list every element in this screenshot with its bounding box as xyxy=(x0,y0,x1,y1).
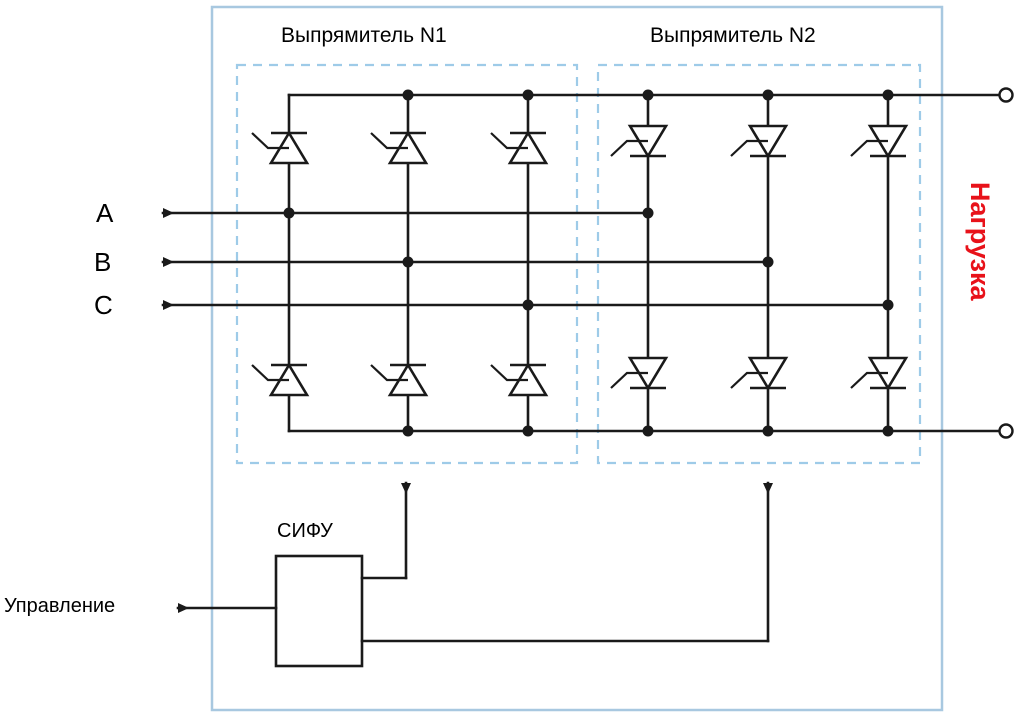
sifu-label: СИФУ xyxy=(277,520,333,542)
thyristor-g1-t6 xyxy=(491,365,546,395)
sifu-block xyxy=(276,556,362,666)
thyristor-g1-t4 xyxy=(252,365,307,395)
output-terminal-positive xyxy=(1000,89,1013,102)
phase-label-a: A xyxy=(96,198,114,228)
thyristor-g1-t2 xyxy=(371,133,426,163)
thyristor-g1-t3 xyxy=(491,133,546,163)
output-terminal-negative xyxy=(1000,425,1013,438)
phase-label-b: B xyxy=(94,247,112,277)
control-label: Управление xyxy=(4,595,116,617)
load-label: Нагрузка xyxy=(965,182,995,301)
thyristor-g1-t5 xyxy=(371,365,426,395)
thyristor-g2-t5 xyxy=(731,358,786,388)
thyristors-group-1 xyxy=(252,133,546,395)
thyristor-g2-t3 xyxy=(851,126,906,156)
phase-label-c: C xyxy=(94,290,113,320)
thyristor-g2-t6 xyxy=(851,358,906,388)
thyristor-g1-t1 xyxy=(252,133,307,163)
rectifier-1-title: Выпрямитель N1 xyxy=(281,24,447,47)
thyristor-g2-t2 xyxy=(731,126,786,156)
thyristor-g2-t1 xyxy=(611,126,666,156)
rectifier-2-title: Выпрямитель N2 xyxy=(650,24,816,47)
thyristors-group-2 xyxy=(611,126,906,388)
thyristor-g2-t4 xyxy=(611,358,666,388)
